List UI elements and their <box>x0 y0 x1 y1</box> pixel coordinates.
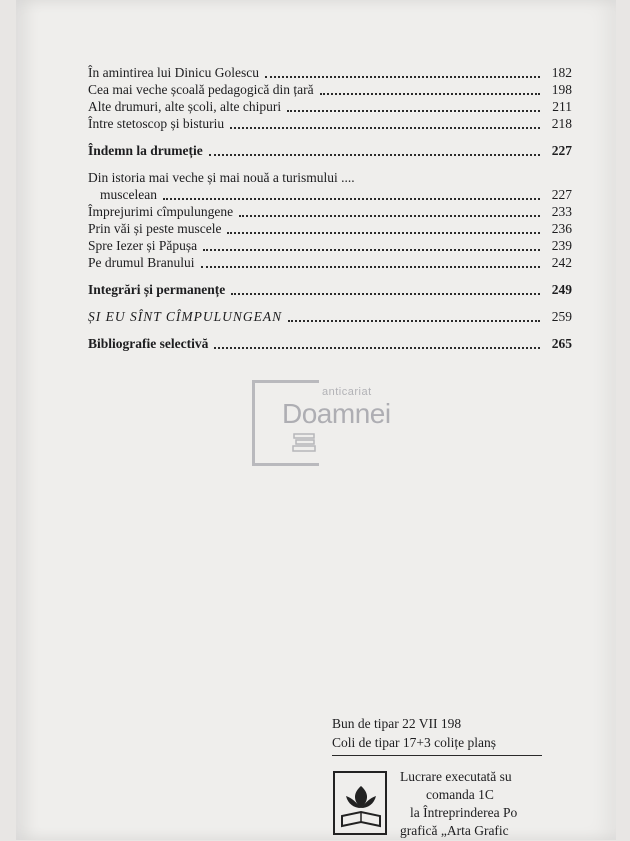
dot-leader <box>230 126 540 129</box>
toc-entry-continuation: muscelean 227 <box>100 187 572 202</box>
dot-leader <box>320 92 540 95</box>
print-sheets-count: Coli de tipar 17+3 colițe planș <box>332 735 496 750</box>
printing-house-logo <box>332 766 392 838</box>
toc-entry: Între stetoscop și bisturiu 218 <box>88 116 572 131</box>
toc-entry: Prin văi și peste muscele 236 <box>88 221 572 236</box>
printing-house-logo-icon <box>332 766 390 836</box>
toc-entry: Spre Iezer și Păpușa 239 <box>88 238 572 253</box>
dot-leader <box>265 75 540 78</box>
execution-info: Lucrare executată su comanda 1C la Întreprinderea Po grafică „Arta Grafic <box>400 769 518 838</box>
dot-leader <box>287 109 540 112</box>
divider <box>332 755 542 756</box>
toc-entry: Din istoria mai veche și mai nouă a turismului .... <box>88 170 355 185</box>
dot-leader <box>231 292 540 295</box>
dot-leader <box>214 346 540 349</box>
watermark <box>252 380 412 462</box>
books-icon <box>292 432 318 454</box>
toc-section-heading: Bibliografie selectivă 265 <box>88 336 572 351</box>
toc-entry: Pe drumul Branului 242 <box>88 255 572 270</box>
toc-entry: Împrejurimi cîmpulungene 233 <box>88 204 572 219</box>
dot-leader <box>203 248 540 251</box>
dot-leader <box>201 265 541 268</box>
table-of-contents <box>88 64 572 352</box>
dot-leader <box>288 319 540 322</box>
dot-leader <box>227 231 540 234</box>
toc-section-heading: Îndemn la drumeție 227 <box>88 143 572 158</box>
watermark-brand-text: Doamnei <box>282 398 391 429</box>
toc-entry: Alte drumuri, alte școli, alte chipuri 211 <box>88 99 572 114</box>
watermark-small-text: anticariat <box>322 386 372 398</box>
toc-section-heading: Integrări și permanențe 249 <box>88 282 572 297</box>
toc-entry: În amintirea lui Dinicu Golescu 182 <box>88 65 572 80</box>
dot-leader <box>209 153 540 156</box>
dot-leader <box>163 197 540 200</box>
toc-entry: Cea mai veche școală pedagogică din țară 198 <box>88 82 572 97</box>
toc-section-heading: ȘI EU SÎNT CÎMPULUNGEAN 259 <box>88 309 572 324</box>
dot-leader <box>239 214 540 217</box>
imprint-block <box>332 714 582 760</box>
print-approval-date: Bun de tipar 22 VII 198 <box>332 716 462 731</box>
